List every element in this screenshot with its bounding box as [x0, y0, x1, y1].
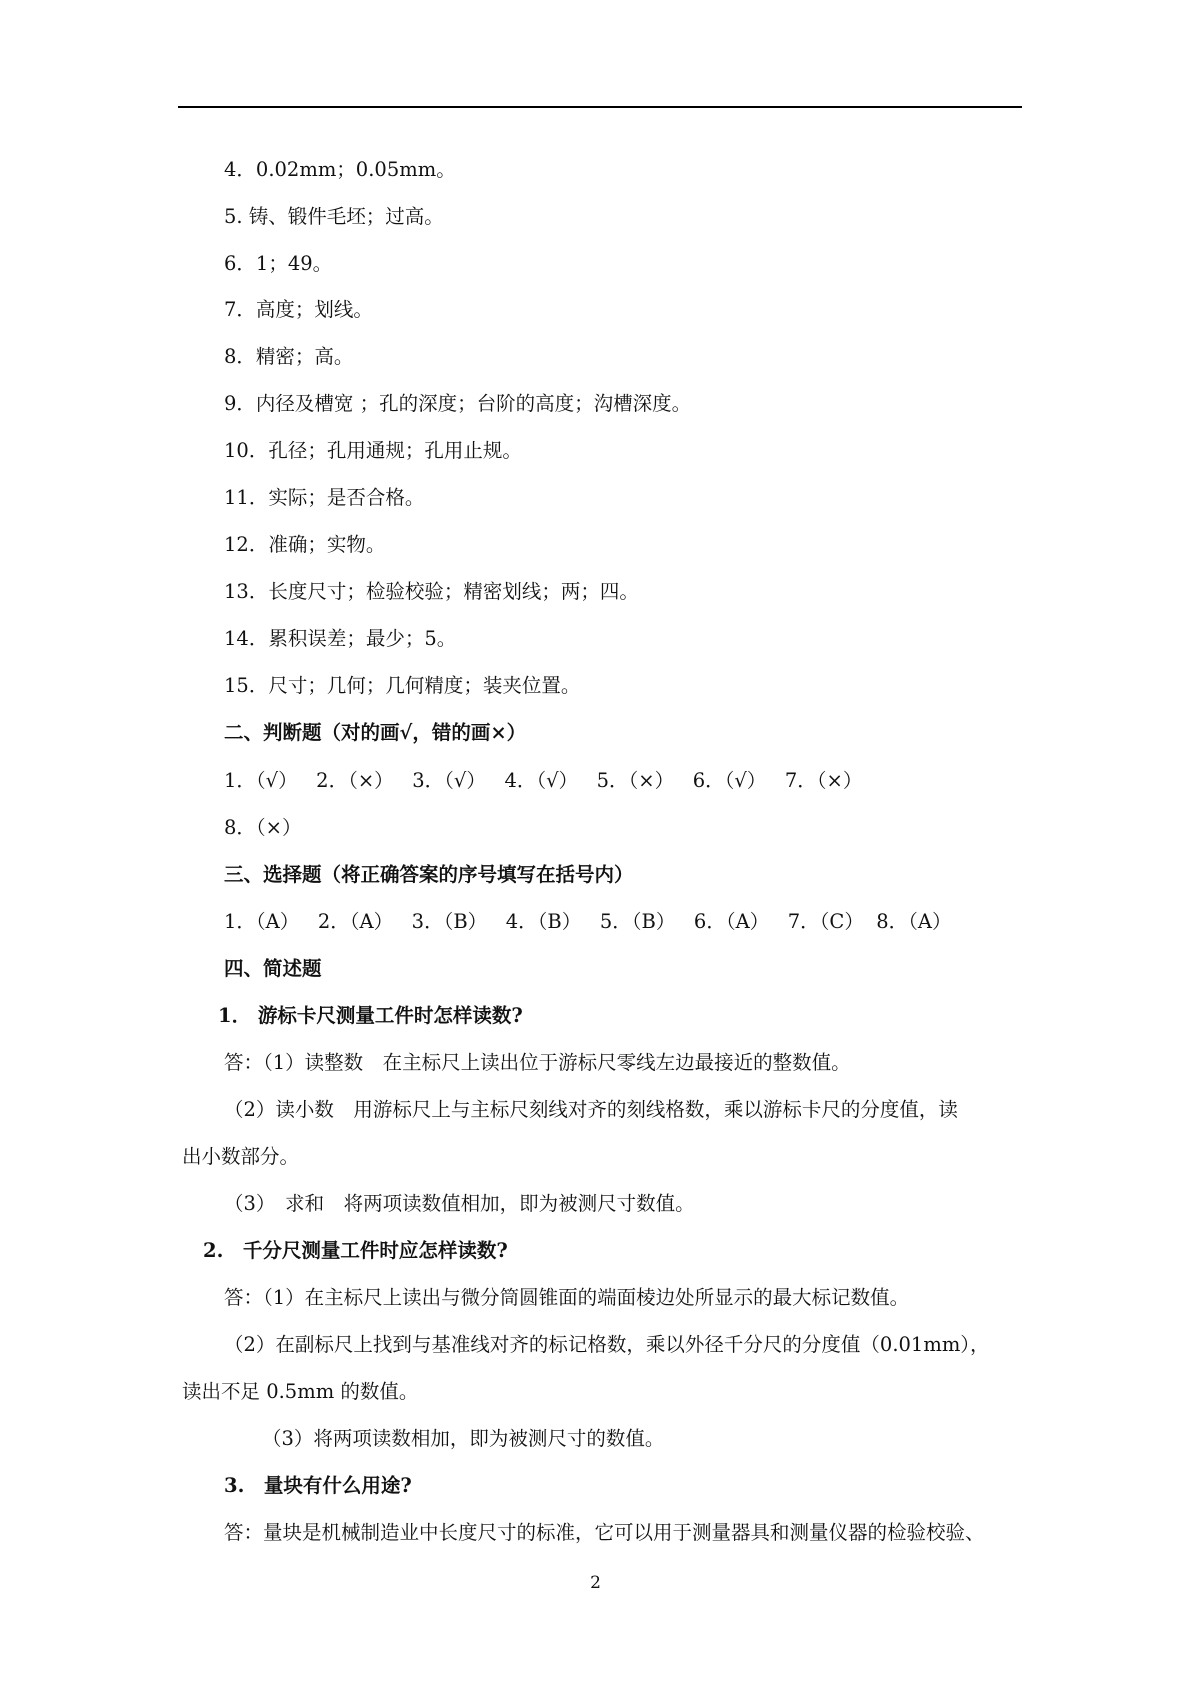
- q1-answer-2-line2: 出小数部分。: [182, 1145, 300, 1168]
- q2-answer-3: （3）将两项读数相加，即为被测尺寸的数值。: [262, 1427, 665, 1450]
- q1-answer-2-line1: （2）读小数 用游标尺上与主标尺刻线对齐的刻线格数，乘以游标卡尺的分度值，读: [224, 1098, 958, 1121]
- choice-answers-row1: 1．（A） 2．（A） 3．（B） 4．（B） 5．（B） 6．（A） 7．（C） 8．（A）: [224, 910, 952, 933]
- q3-answer-1: 答：量块是机械制造业中长度尺寸的标准，它可以用于测量器具和测量仪器的检验校验、: [224, 1521, 985, 1544]
- q1-title: 1． 游标卡尺测量工件时怎样读数?: [218, 1004, 523, 1027]
- header-rule: [178, 106, 1022, 108]
- judge-answers-row2: 8．（×）: [224, 816, 302, 839]
- answer-12: 12．准确；实物。: [224, 533, 386, 556]
- q2-answer-2-line1: （2）在副标尺上找到与基准线对齐的标记格数，乘以外径千分尺的分度值（0.01mm），: [224, 1333, 990, 1356]
- answer-7: 7．高度；划线。: [224, 298, 373, 321]
- judge-answers-row1: 1．（√） 2．（×） 3．（√） 4．（√） 5．（×） 6．（√） 7．（×）: [224, 769, 863, 792]
- answer-14: 14．累积误差；最少；5。: [224, 627, 457, 650]
- answer-13: 13．长度尺寸；检验校验；精密划线；两；四。: [224, 580, 639, 603]
- answer-5: 5. 铸、锻件毛坯；过高。: [224, 205, 444, 228]
- q1-answer-1: 答：（1）读整数 在主标尺上读出位于游标尺零线左边最接近的整数值。: [224, 1051, 851, 1074]
- q3-title: 3. 量块有什么用途?: [224, 1474, 412, 1497]
- answer-15: 15．尺寸；几何；几何精度；装夹位置。: [224, 674, 581, 697]
- q1-answer-3: （3） 求和 将两项读数值相加，即为被测尺寸数值。: [224, 1192, 695, 1215]
- q2-title: 2. 千分尺测量工件时应怎样读数?: [203, 1239, 508, 1262]
- q2-answer-1: 答：（1）在主标尺上读出与微分筒圆锥面的端面棱边处所显示的最大标记数值。: [224, 1286, 910, 1309]
- answer-6: 6．1；49。: [224, 252, 333, 275]
- answer-11: 11．实际；是否合格。: [224, 486, 425, 509]
- answer-9: 9．内径及槽宽 ；孔的深度；台阶的高度；沟槽深度。: [224, 392, 692, 415]
- answer-10: 10．孔径；孔用通规；孔用止规。: [224, 439, 522, 462]
- choice-heading: 三、选择题（将正确答案的序号填写在括号内）: [224, 863, 634, 886]
- answer-4: 4．0.02mm；0.05mm。: [224, 158, 456, 181]
- judge-heading: 二、判断题（对的画√，错的画×）: [224, 721, 527, 744]
- answer-8: 8．精密；高。: [224, 345, 354, 368]
- page-number: 2: [590, 1573, 601, 1593]
- short-heading: 四、简述题: [224, 957, 322, 980]
- q2-answer-2-line2: 读出不足 0.5mm 的数值。: [182, 1380, 419, 1403]
